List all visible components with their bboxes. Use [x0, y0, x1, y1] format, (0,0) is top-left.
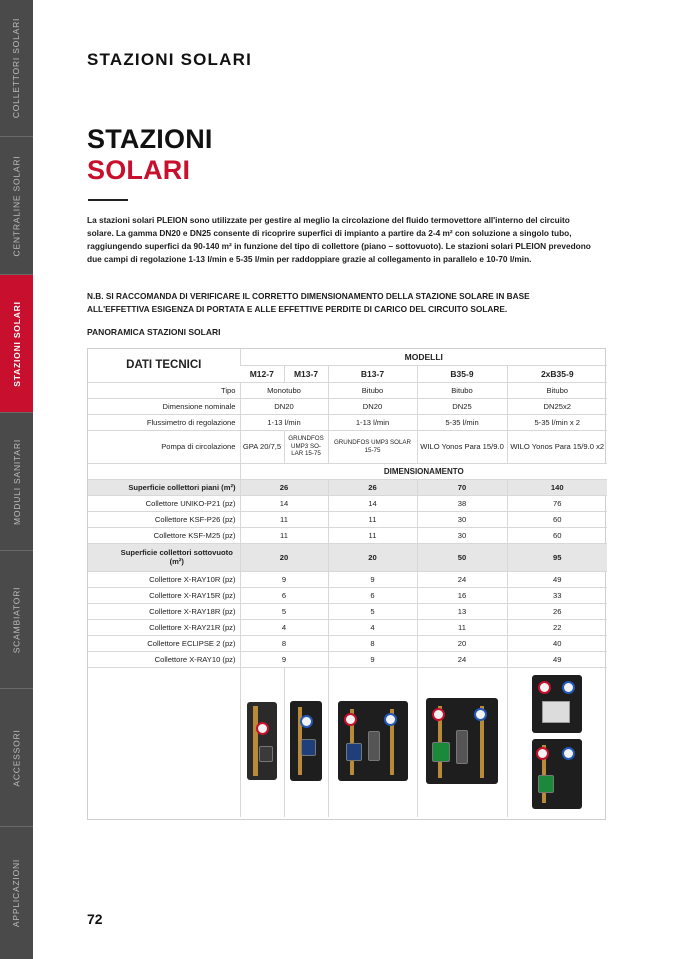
sidebar-tab-scambiatori[interactable]: SCAMBIATORI	[0, 551, 33, 689]
sidebar-tab-accessori[interactable]: ACCESSORI	[0, 689, 33, 827]
product-image-2xb35-9	[507, 667, 607, 817]
table-row: Collettore X-RAY10 (pz) 9 9 24 49	[88, 651, 607, 667]
page-title	[87, 124, 213, 186]
sidebar-tab-stazioni-solari[interactable]: STAZIONI SOLARI	[0, 275, 33, 413]
table-row: Collettore UNIKO-P21 (pz) 14 14 38 76	[88, 495, 607, 511]
sidebar-tab-centraline-solari[interactable]: CENTRALINE SOLARI	[0, 137, 33, 275]
table-row: Superficie collettori sottovuoto (m²) 20 20 50 95	[88, 543, 607, 571]
table-row: Collettore ECLIPSE 2 (pz) 8 8 20 40	[88, 635, 607, 651]
modelli-header: MODELLI	[240, 349, 607, 365]
table-row: Tipo Monotubo Bitubo Bitubo Bitubo	[88, 382, 607, 398]
dati-tecnici-header: DATI TECNICI	[88, 349, 240, 382]
table-row: Collettore X-RAY18R (pz) 5 5 13 26	[88, 603, 607, 619]
table-row: Flussimetro di regolazione 1-13 l/min 1-13 l/min 5-35 l/min 5-35 l/min x 2	[88, 414, 607, 430]
table-row: Collettore X-RAY15R (pz) 6 6 16 33	[88, 587, 607, 603]
specs-table	[88, 349, 607, 817]
model-header: B35-9	[417, 365, 507, 382]
section-sidebar	[0, 0, 33, 959]
section-label: PANORAMICA STAZIONI SOLARI	[87, 327, 221, 337]
table-row: Collettore KSF-P26 (pz) 11 11 30 60	[88, 511, 607, 527]
note-paragraph: N.B. SI RACCOMANDA DI VERIFICARE IL CORRETTO DIMENSIONAMENTO DELLA STAZIONE SOLARE IN BASE ALL'EFFETTIVA ESIGENZA DI PORTATA E ALLE EFFETTIVE PERDITE DI CARICO DEL CIRCUITO SOLARE.	[87, 291, 530, 314]
product-image-m12-7	[240, 667, 284, 817]
sidebar-tab-collettori-solari[interactable]: COLLETTORI SOLARI	[0, 0, 33, 137]
sidebar-tab-applicazioni[interactable]: APPLICAZIONI	[11, 858, 22, 928]
product-images-row	[88, 667, 607, 817]
page-title-line1: STAZIONI	[87, 124, 213, 154]
model-header: 2xB35-9	[507, 365, 607, 382]
page-title-line2: SOLARI	[87, 155, 191, 185]
table-row: Collettore KSF-M25 (pz) 11 11 30 60	[88, 527, 607, 543]
table-row: Superficie collettori piani (m²) 26 26 70 140	[88, 479, 607, 495]
title-divider	[88, 199, 128, 201]
product-image-b35-9	[417, 667, 507, 817]
dimensionamento-header: DIMENSIONAMENTO	[240, 463, 607, 479]
running-header: STAZIONI SOLARI	[87, 50, 253, 69]
stations-table	[87, 348, 606, 820]
sidebar-tab-moduli-sanitari[interactable]: MODULI SANITARI	[0, 413, 33, 551]
model-header: M13-7	[284, 365, 328, 382]
model-header: M12-7	[240, 365, 284, 382]
table-row: Collettore X-RAY21R (pz) 4 4 11 22	[88, 619, 607, 635]
product-image-b13-7	[328, 667, 417, 817]
table-row: Collettore X-RAY10R (pz) 9 9 24 49	[88, 571, 607, 587]
model-header: B13-7	[328, 365, 417, 382]
table-row: Dimensione nominale DN20 DN20 DN25 DN25x2	[88, 398, 607, 414]
page-number: 72	[87, 911, 103, 927]
intro-paragraph: La stazioni solari PLEION sono utilizzate per gestire al meglio la circolazione del fluido termovettore all'interno del circuito solare. La gamma DN20 e DN25 consente di ricoprire superfici di impianto a partire da 2-4 m² con soluzione a singolo tubo, raggiungendo superfici da 90-140 m² in funzione del tipo di collettore (piano – sottovuoto). Le stazioni solari PLEION prevedono due campi di regolazione 1-13 l/min e 5-35 l/min per raddoppiare grazie al collegamento in parallelo e 10-70 l/min.	[87, 215, 591, 265]
product-image-m13-7	[284, 667, 328, 817]
table-row: Pompa di circolazione GPA 20/7,5 GRUNDFOS UMP3 SO-LAR 15-75 GRUNDFOS UMP3 SOLAR 15-75 WILO Yonos Para 15/9.0 WILO Yonos Para 15/9.0 x2	[88, 430, 607, 463]
